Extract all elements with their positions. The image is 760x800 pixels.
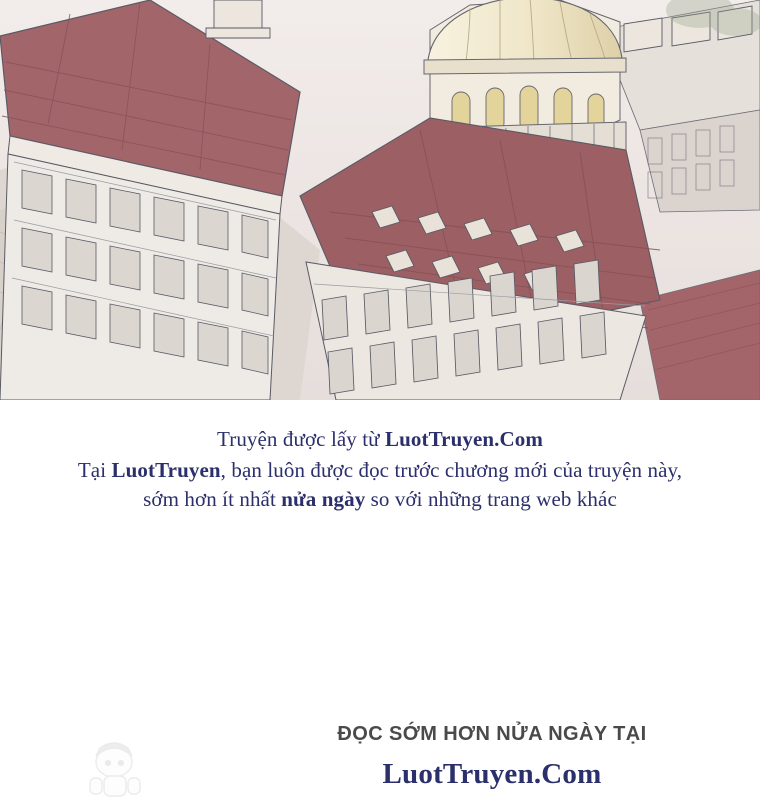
- chibi-character-watermark-icon: [62, 736, 182, 800]
- watermark-line-3: [0, 486, 760, 514]
- watermark-line1-prefix: Truyện được lấy từ: [217, 427, 386, 451]
- watermark-line3-emphasis: nửa ngày: [281, 486, 366, 511]
- watermark-line2-suffix: , bạn luôn được đọc trước chương mới của truyện này,: [220, 457, 683, 482]
- footer-watermark: [282, 722, 702, 791]
- watermark-line3-prefix: sớm hơn ít nhất: [143, 486, 282, 511]
- footer-brand: LuotTruyen.Com: [382, 758, 602, 790]
- watermark-brand-inline-2: LuotTruyen: [111, 457, 221, 482]
- watermark-brand-inline: LuotTruyen.Com: [385, 427, 543, 451]
- watermark-line-1: [0, 426, 760, 454]
- watermark-line2-prefix: Tại: [77, 457, 112, 482]
- watermark-line3-suffix: so với những trang web khác: [365, 486, 617, 511]
- footer-tagline: ĐỌC SỚM HƠN NỬA NGÀY TẠI: [337, 723, 647, 745]
- watermark-text-block: [0, 426, 760, 514]
- watermark-line-2: [0, 457, 760, 485]
